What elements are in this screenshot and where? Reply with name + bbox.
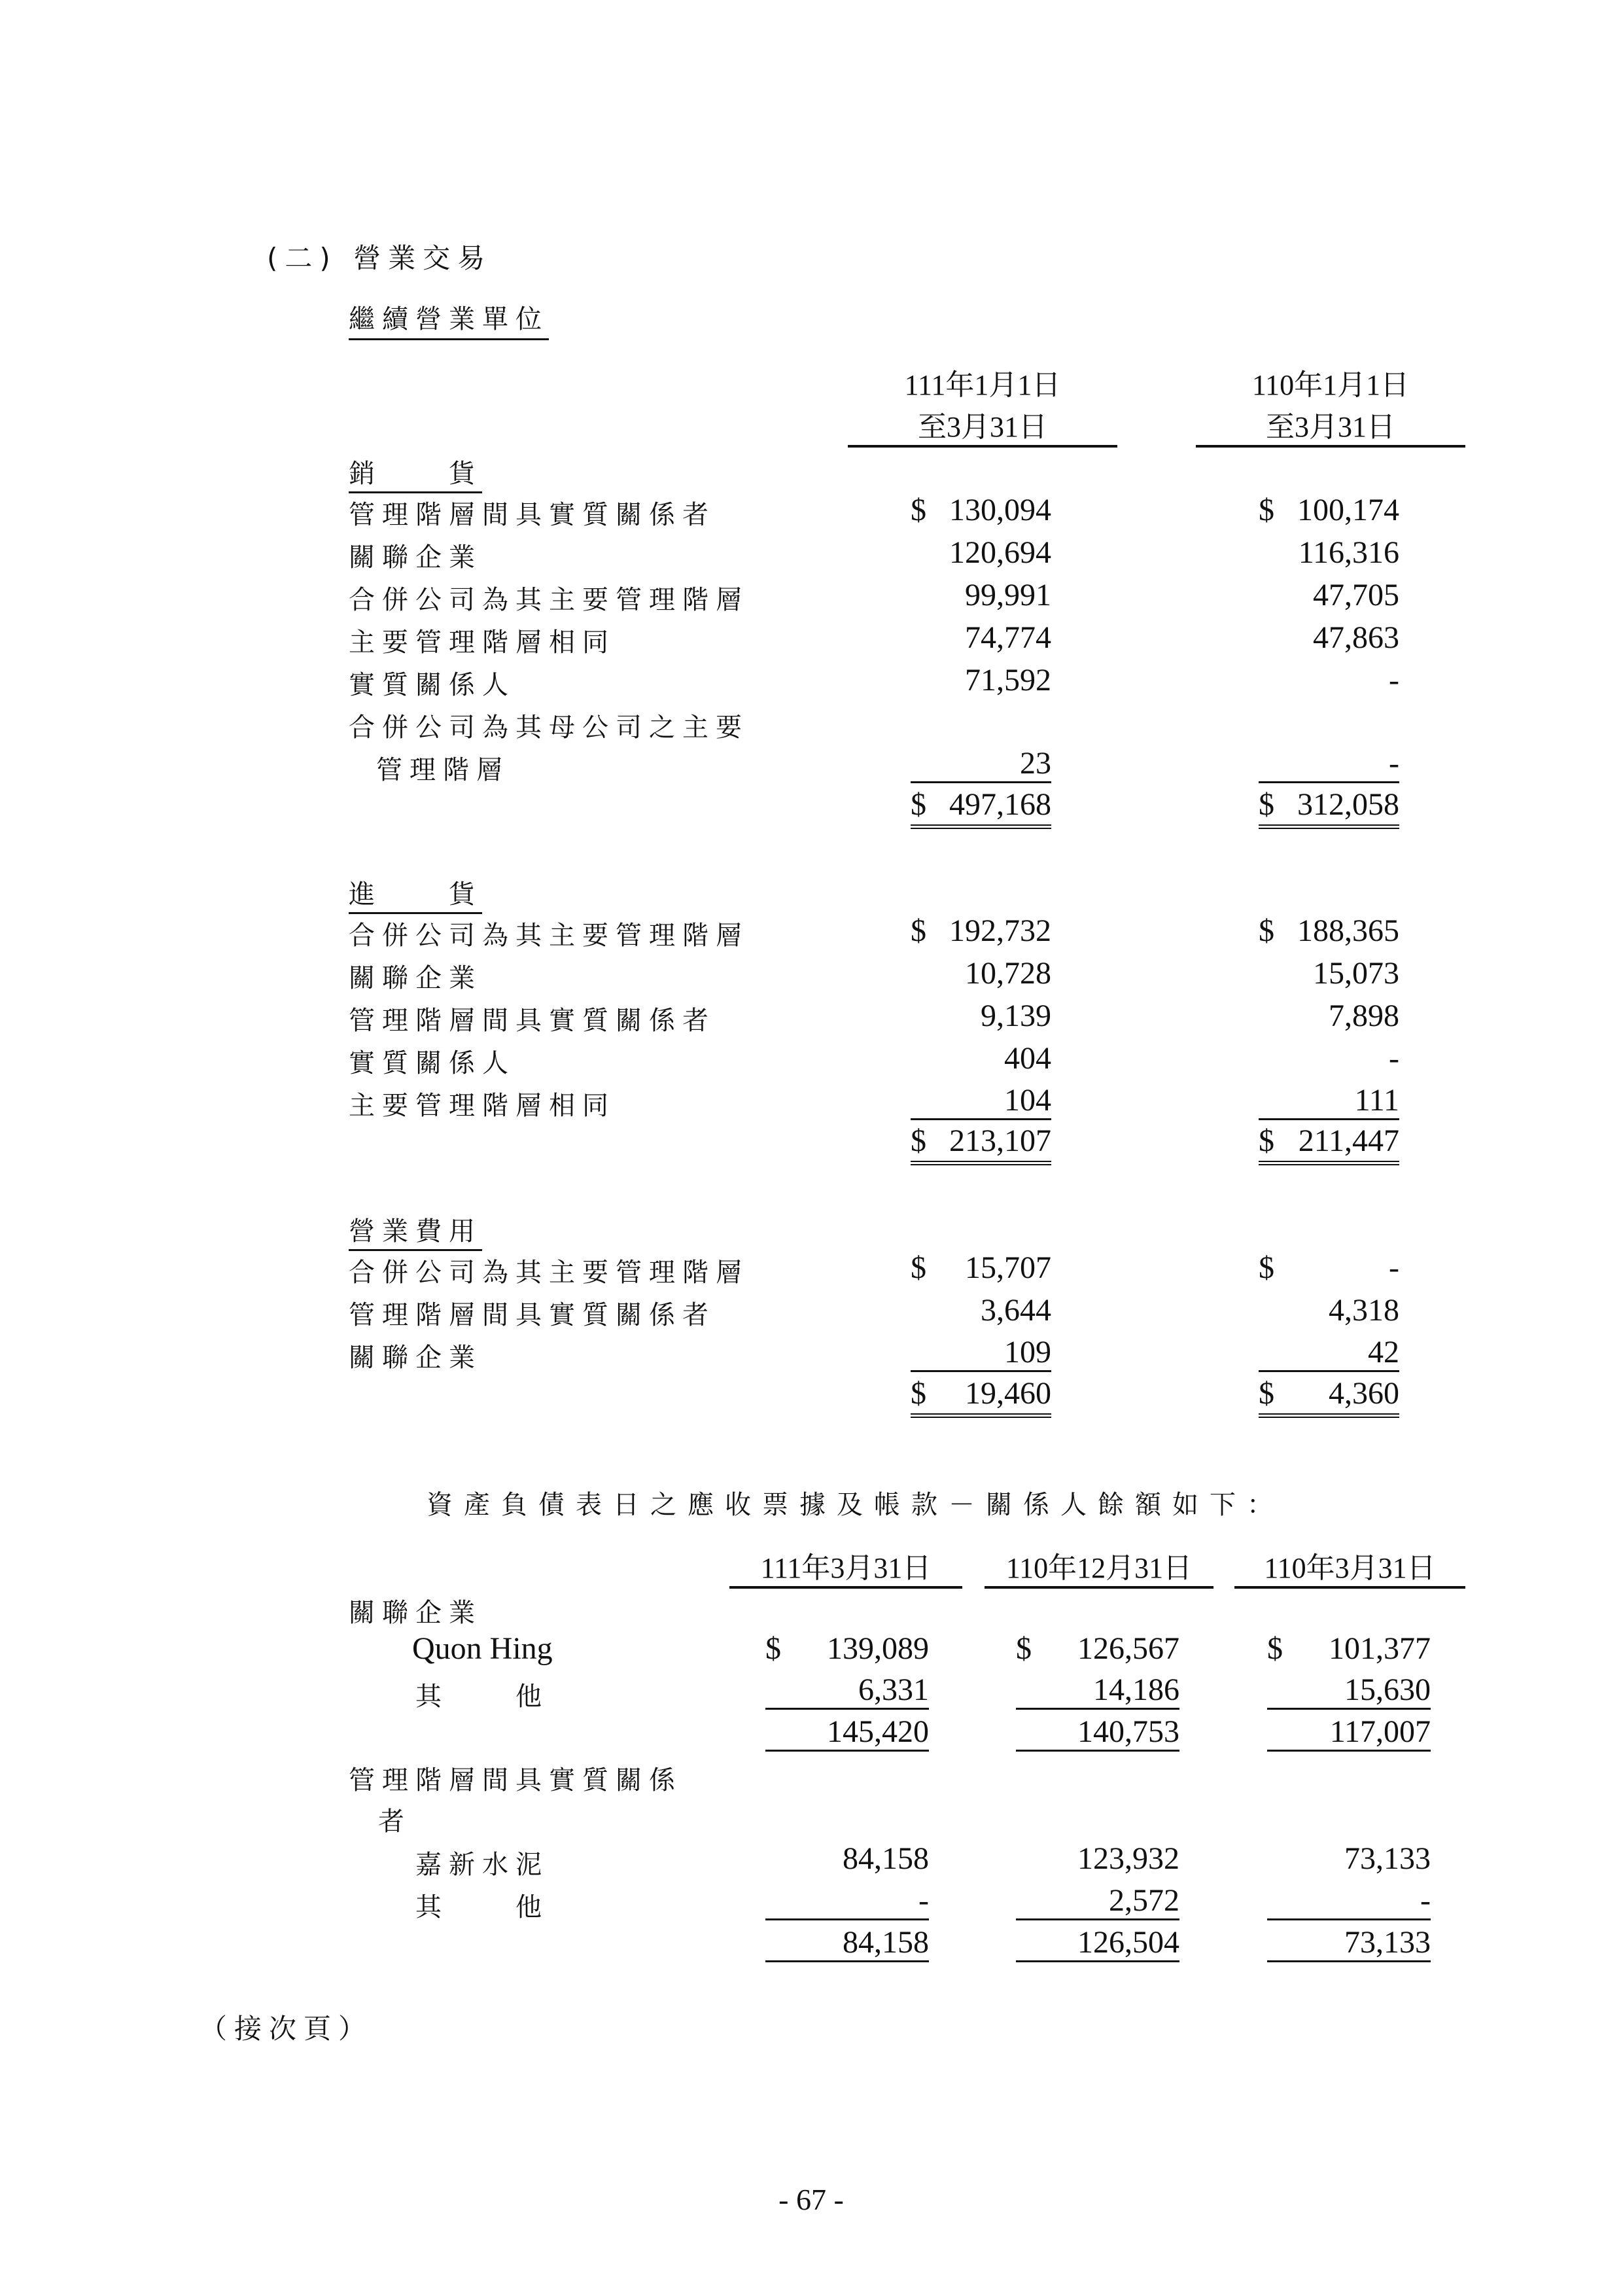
receivables-row-label: 其 他 [415, 1892, 549, 1922]
sales-row-label: 關聯企業 [349, 542, 482, 573]
receivables-cell: 123,932 [1077, 1841, 1179, 1876]
purchases-row-label: 合併公司為其主要管理階層 [349, 921, 749, 951]
period-header-1 [848, 361, 1117, 448]
receivables-cell: 6,331 [765, 1672, 929, 1710]
purchases-row-label: 實質關係人 [349, 1048, 515, 1078]
receivables-cell: 73,133 [1344, 1841, 1431, 1876]
opex-row-label: 管理階層間具實質關係者 [349, 1300, 716, 1330]
sales-row-c2: - [1389, 663, 1399, 698]
opex-total-c1: $ 19,460 [911, 1375, 1051, 1418]
sales-total-c2: $ 312,058 [1259, 786, 1399, 829]
currency-symbol: $ [1267, 1631, 1283, 1666]
sales-title: 銷 貨 [349, 453, 482, 493]
purchases-row-label: 主要管理階層相同 [349, 1091, 616, 1121]
sales-row-c2: 47,705 [1313, 578, 1399, 612]
period-header-2-line2: 至3月31日 [1266, 411, 1395, 443]
receivables-row-label: 其 他 [415, 1682, 549, 1712]
purchases-row-label: 管理階層間具實質關係者 [349, 1006, 716, 1036]
opex-row-c1: $ 15,707 [911, 1250, 1051, 1285]
receivables-subtotal: 126,504 [1016, 1925, 1179, 1962]
period-header-2-line1: 110年1月1日 [1251, 369, 1410, 401]
currency-symbol: $ [765, 1631, 781, 1666]
purchases-row-c1: 104 [911, 1083, 1051, 1120]
opex-row-label: 關聯企業 [349, 1343, 482, 1373]
receivables-header-3: 110年3月31日 [1234, 1544, 1465, 1589]
purchases-row-c1: $ 192,732 [911, 913, 1051, 948]
receivables-subtotal: 73,133 [1267, 1925, 1431, 1962]
receivables-header-2: 110年12月31日 [985, 1544, 1213, 1589]
period-header-2 [1196, 361, 1465, 448]
currency-symbol: $ [1259, 493, 1274, 527]
opex-row-c1: 109 [911, 1335, 1051, 1372]
receivables-cell: $ 126,567 [1016, 1631, 1179, 1666]
subsection-title: 繼續營業單位 [349, 298, 549, 340]
purchases-total-c2: $ 211,447 [1259, 1123, 1399, 1165]
sales-row-c1: 23 [911, 746, 1051, 783]
currency-symbol: $ [1259, 913, 1274, 948]
opex-row-c2: 42 [1259, 1335, 1399, 1372]
receivables-cell: $ 139,089 [765, 1631, 929, 1666]
sales-row-c2: - [1259, 746, 1399, 783]
receivables-group2-title-cont: 者 [378, 1807, 411, 1837]
purchases-row-c2: $ 188,365 [1259, 913, 1399, 948]
receivables-intro: 資產負債表日之應收票據及帳款－關係人餘額如下： [427, 1490, 1284, 1520]
currency-symbol: $ [1259, 1250, 1274, 1285]
sales-row-c1: 74,774 [965, 620, 1051, 655]
sales-row-c1: 99,991 [965, 578, 1051, 612]
sales-total-c1: $ 497,168 [911, 786, 1051, 829]
receivables-subtotal: 117,007 [1267, 1714, 1431, 1752]
page-number: - 67 - [778, 2183, 844, 2216]
period-header-1-line2: 至3月31日 [918, 411, 1047, 443]
sales-row-label-cont: 管理階層 [376, 755, 510, 785]
purchases-row-label: 關聯企業 [349, 963, 482, 993]
currency-symbol: $ [911, 1123, 926, 1158]
sales-row-c1: 120,694 [949, 535, 1051, 570]
receivables-cell: 84,158 [843, 1841, 929, 1876]
receivables-subtotal: 84,158 [765, 1925, 929, 1962]
currency-symbol: $ [1259, 1123, 1274, 1158]
section-title: (二) 營業交易 [267, 242, 493, 274]
sales-row-c1: 71,592 [965, 663, 1051, 698]
purchases-total-c1: $ 213,107 [911, 1123, 1051, 1165]
purchases-row-c2: 15,073 [1313, 956, 1399, 991]
opex-row-c1: 3,644 [981, 1293, 1051, 1328]
sales-row-c2: 116,316 [1298, 535, 1399, 570]
receivables-group2-title: 管理階層間具實質關係 [349, 1765, 682, 1795]
currency-symbol: $ [1259, 787, 1274, 822]
sales-row-label: 主要管理階層相同 [349, 627, 616, 658]
opex-row-c2: 4,318 [1329, 1293, 1399, 1328]
receivables-subtotal: 145,420 [765, 1714, 929, 1752]
currency-symbol: $ [911, 787, 926, 822]
purchases-row-c1: 10,728 [965, 956, 1051, 991]
receivables-cell: 15,630 [1267, 1672, 1431, 1710]
currency-symbol: $ [1259, 1376, 1274, 1411]
opex-row-label: 合併公司為其主要管理階層 [349, 1258, 749, 1288]
receivables-cell: - [1267, 1883, 1431, 1920]
receivables-row-label: 嘉新水泥 [415, 1850, 549, 1880]
purchases-row-c1: 9,139 [981, 998, 1051, 1033]
purchases-title: 進 貨 [349, 874, 482, 914]
period-header-1-line1: 111年1月1日 [904, 369, 1061, 401]
sales-row-c1: $ 130,094 [911, 493, 1051, 527]
opex-row-c2: $ - [1259, 1250, 1399, 1285]
receivables-cell: $ 101,377 [1267, 1631, 1431, 1666]
purchases-row-c2: - [1389, 1041, 1399, 1076]
receivables-cell: 2,572 [1016, 1883, 1179, 1920]
operating-expenses-title: 營業費用 [349, 1210, 482, 1251]
purchases-row-c2: 111 [1259, 1083, 1399, 1120]
receivables-subtotal: 140,753 [1016, 1714, 1179, 1752]
currency-symbol: $ [911, 913, 926, 948]
sales-row-c2: $ 100,174 [1259, 493, 1399, 527]
sales-row-label: 合併公司為其主要管理階層 [349, 585, 749, 615]
sales-row-label: 合併公司為其母公司之主要 [349, 713, 749, 743]
receivables-row-label: Quon Hing [412, 1631, 553, 1666]
currency-symbol: $ [911, 1376, 926, 1411]
receivables-cell: - [765, 1883, 929, 1920]
receivables-group1-title: 關聯企業 [349, 1598, 482, 1628]
sales-row-label: 實質關係人 [349, 670, 515, 700]
currency-symbol: $ [911, 1250, 926, 1285]
sales-row-c2: 47,863 [1313, 620, 1399, 655]
purchases-row-c1: 404 [1004, 1041, 1051, 1076]
currency-symbol: $ [911, 493, 926, 527]
opex-total-c2: $ 4,360 [1259, 1375, 1399, 1418]
receivables-header-1: 111年3月31日 [729, 1544, 962, 1589]
continued-note: （接次頁） [200, 2013, 374, 2045]
sales-row-label: 管理階層間具實質關係者 [349, 500, 716, 530]
receivables-cell: 14,186 [1016, 1672, 1179, 1710]
currency-symbol: $ [1016, 1631, 1032, 1666]
purchases-row-c2: 7,898 [1329, 998, 1399, 1033]
